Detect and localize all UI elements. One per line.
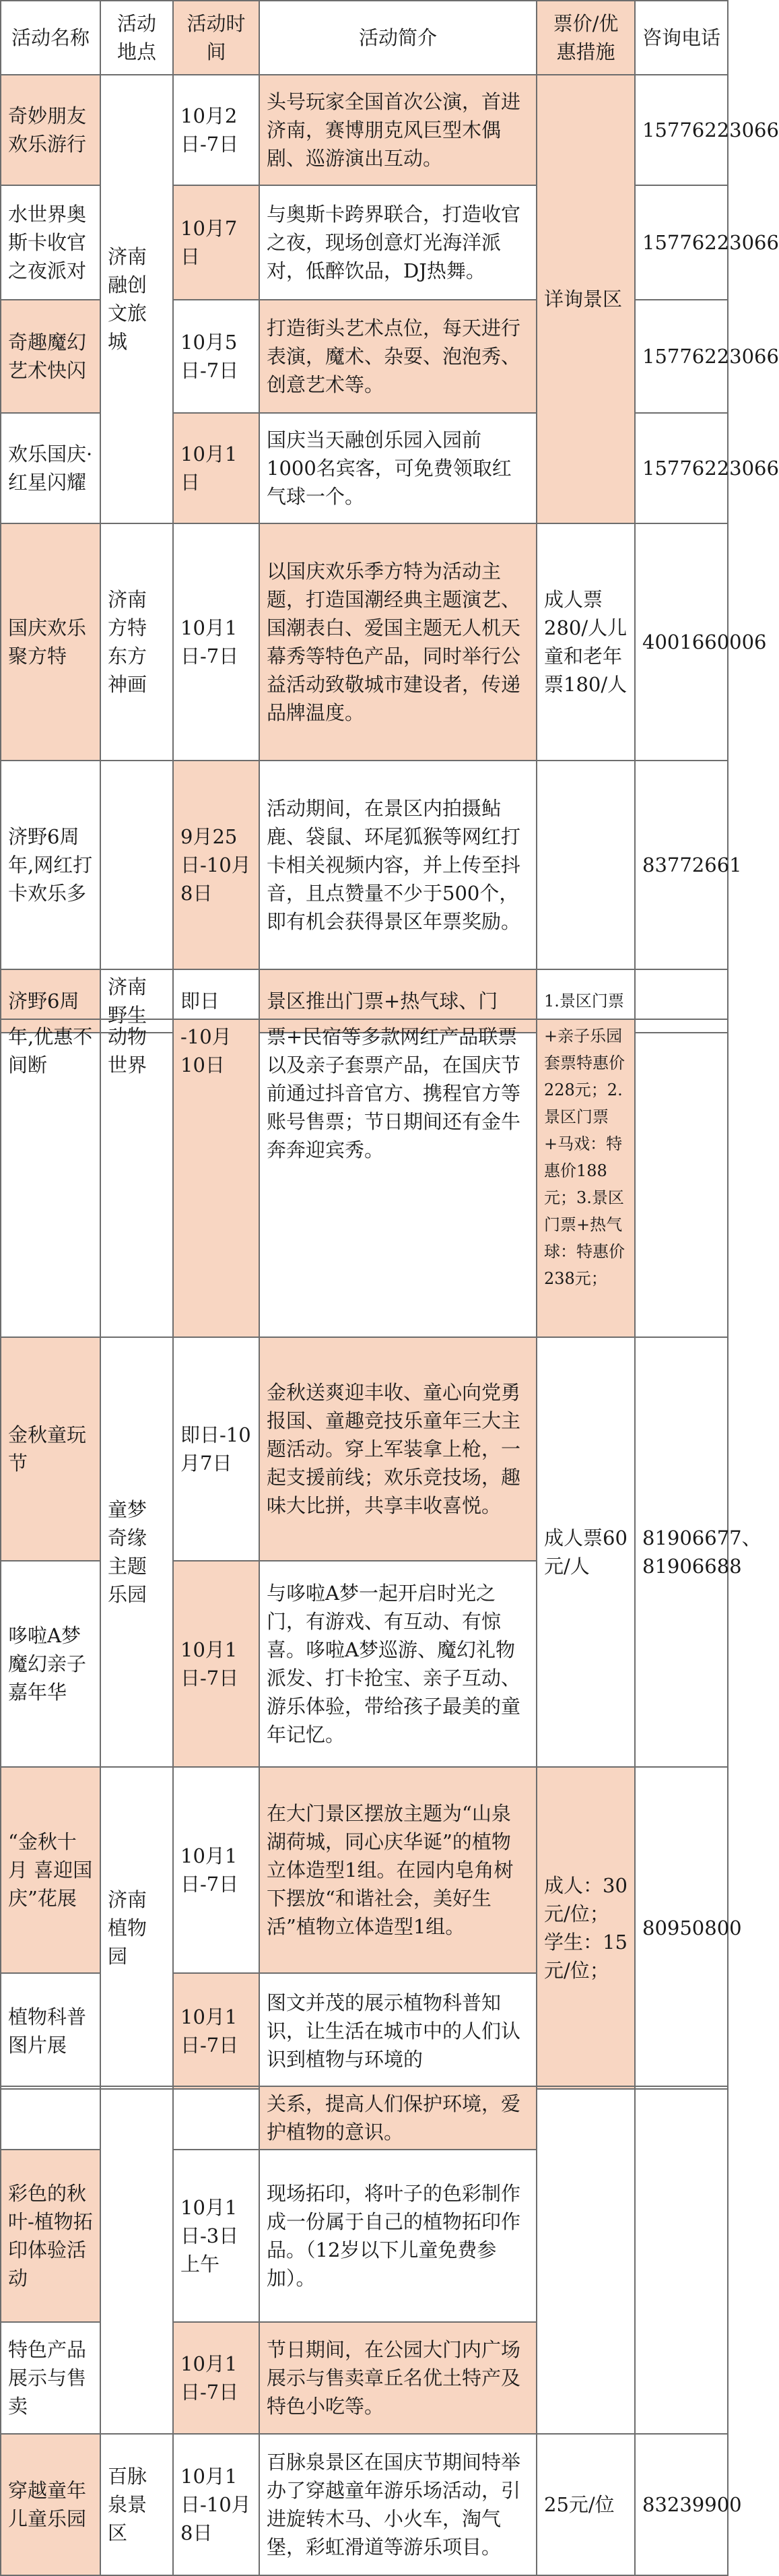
activity-table-part-1	[0, 0, 779, 1033]
header-name: 活动名称	[1, 1, 100, 75]
activity-intro: 与奥斯卡跨界联合，打造收官之夜，现场创意灯光海洋派对，低醉饮品，DJ热舞。	[259, 185, 537, 300]
activity-price-empty	[537, 761, 635, 969]
activity-time: 10月1日-7日	[173, 523, 259, 761]
activity-phone: 15776223066	[635, 185, 728, 300]
activity-intro: 节日期间，在公园大门内广场展示与售卖章丘名优土特产及特色小吃等。	[259, 2322, 537, 2434]
table-row	[1, 75, 728, 185]
activity-location: 百脉泉景区	[100, 2434, 173, 2575]
activity-intro: 打造街头艺术点位，每天进行表演，魔术、杂耍、泡泡秀、创意艺术等。	[259, 300, 537, 413]
activity-name: 济野6周	[1, 969, 100, 1033]
activity-intro: 图文并茂的展示植物科普知识，让生活在城市中的人们认识到植物与环境的	[259, 1973, 537, 2089]
header-time: 活动时间	[173, 1, 259, 75]
activity-name: 欢乐国庆·红星闪耀	[1, 413, 100, 523]
activity-name-empty	[1, 2086, 100, 2150]
activity-time: 10月1日-7日	[173, 1973, 259, 2089]
activity-table-part-2	[0, 1019, 761, 2090]
activity-price: 成人票60元/人	[537, 1337, 635, 1767]
activity-time: 10月1日-7日	[173, 2322, 259, 2434]
activity-time: 即日	[173, 969, 259, 1033]
activity-name: 彩色的秋叶-植物拓印体验活动	[1, 2150, 100, 2322]
activity-time: 10月1日	[173, 413, 259, 523]
activity-intro: 现场拓印，将叶子的色彩制作成一份属于自己的植物拓印作品。（12岁以下儿童免费参加）。	[259, 2150, 537, 2322]
activity-intro: 以国庆欢乐季方特为活动主题，打造国潮经典主题演艺、国潮表白、爱国主题无人机天幕秀等特色产品，同时举行公益活动致敬城市建设者，传递品牌温度。	[259, 523, 537, 761]
table-row	[1, 2086, 728, 2150]
activity-name: “金秋十月 喜迎国庆”花展	[1, 1767, 100, 1973]
activity-phone: 83239900	[635, 2434, 728, 2575]
activity-phone: 83772661	[635, 761, 728, 969]
activity-location-empty	[100, 761, 173, 969]
activity-table-part-3	[0, 2086, 742, 2576]
activity-time: 10月5日-7日	[173, 300, 259, 413]
activity-price: 25元/位	[537, 2434, 635, 2575]
activity-intro: 金秋送爽迎丰收、童心向党勇报国、童趣竞技乐童年三大主题活动。穿上军装拿上枪，一起支援前线；欢乐竞技场，趣味大比拼，共享丰收喜悦。	[259, 1337, 537, 1561]
activity-name: 植物科普图片展	[1, 1973, 100, 2089]
activity-name: 哆啦A梦魔幻亲子嘉年华	[1, 1561, 100, 1767]
table-row	[1, 1767, 728, 1973]
activity-time: -10月10日	[173, 1019, 259, 1337]
activity-phone: 15776223066	[635, 75, 728, 185]
activity-phone: 4001660006	[635, 523, 728, 761]
activity-name: 穿越童年儿童乐园	[1, 2434, 100, 2575]
activity-phone: 15776223066	[635, 300, 728, 413]
activity-intro: 国庆当天融创乐园入园前1000名宾客，可免费领取红气球一个。	[259, 413, 537, 523]
activity-intro: 关系，提高人们保护环境，爱护植物的意识。	[259, 2086, 537, 2150]
activity-price: 成人票280/人儿童和老年票180/人	[537, 523, 635, 761]
activity-name: 奇妙朋友欢乐游行	[1, 75, 100, 185]
activity-name: 奇趣魔幻艺术快闪	[1, 300, 100, 413]
activity-location: 济南融创文旅城	[100, 75, 173, 523]
activity-location: 动物世界	[100, 1019, 173, 1337]
activity-time: 即日-10月7日	[173, 1337, 259, 1561]
table-row	[1, 1019, 728, 1337]
activity-name: 济野6周年,网红打卡欢乐多	[1, 761, 100, 969]
activity-time: 10月1日-10月8日	[173, 2434, 259, 2575]
activity-price: 成人：30元/位；学生：15元/位；	[537, 1767, 635, 2089]
activity-location: 童梦奇缘主题乐园	[100, 1337, 173, 1767]
activity-intro: 与哆啦A梦一起开启时光之门，有游戏、有互动、有惊喜。哆啦A梦巡游、魔幻礼物派发、打卡抢宝、亲子互动、游乐体验，带给孩子最美的童年记忆。	[259, 1561, 537, 1767]
activity-location: 济南植物园	[100, 1767, 173, 2089]
activity-time: 10月1日-7日	[173, 1561, 259, 1767]
activity-phone: 81906677、81906688	[635, 1337, 728, 1767]
activity-intro: 景区推出门票+热气球、门	[259, 969, 537, 1033]
table-row	[1, 523, 728, 761]
table-row	[1, 1337, 728, 1561]
activity-intro: 百脉泉景区在国庆节期间特举办了穿越童年游乐场活动，引进旋转木马、小火车，淘气堡，彩虹滑道等游乐项目。	[259, 2434, 537, 2575]
activity-phone: 15776223066	[635, 413, 728, 523]
activity-location-empty	[100, 2086, 173, 2434]
activity-time: 10月2日-7日	[173, 75, 259, 185]
table-header-row	[1, 1, 728, 75]
activity-intro: 活动期间，在景区内拍摄鲇鹿、袋鼠、环尾狐猴等网红打卡相关视频内容，并上传至抖音，且点赞量不少于500个，即有机会获得景区年票奖励。	[259, 761, 537, 969]
activity-name: 年,优惠不间断	[1, 1019, 100, 1337]
activity-price-empty	[537, 2086, 635, 2434]
activity-time: 9月25日-10月8日	[173, 761, 259, 969]
activity-price: 详询景区	[537, 75, 635, 523]
activity-phone-empty	[635, 2086, 728, 2434]
activity-intro: 头号玩家全国首次公演，首进济南，赛博朋克风巨型木偶剧、巡游演出互动。	[259, 75, 537, 185]
header-location: 活动地点	[100, 1, 173, 75]
header-intro: 活动简介	[259, 1, 537, 75]
header-phone: 咨询电话	[635, 1, 728, 75]
activity-location: 济南野生	[100, 969, 173, 1033]
activity-name: 国庆欢乐聚方特	[1, 523, 100, 761]
activity-price: +亲子乐园套票特惠价228元；2.景区门票+马戏：特惠价188元；3.景区门票+热气球：特惠价238元；	[537, 1019, 635, 1337]
activity-location: 济南方特东方神画	[100, 523, 173, 761]
activity-time-empty	[173, 2086, 259, 2150]
activity-intro: 在大门景区摆放主题为“山泉湖荷城，同心庆华诞”的植物立体造型1组。在园内皂角树下摆放“和谐社会，美好生活”植物立体造型1组。	[259, 1767, 537, 1973]
activity-time: 10月7日	[173, 185, 259, 300]
activity-price: 1.景区门票	[537, 969, 635, 1033]
activity-name: 金秋童玩节	[1, 1337, 100, 1561]
table-row	[1, 761, 728, 969]
activity-name: 水世界奥斯卡收官之夜派对	[1, 185, 100, 300]
activity-phone-empty	[635, 1019, 728, 1337]
activity-phone: 80950800	[635, 1767, 728, 2089]
activity-time: 10月1日-3日上午	[173, 2150, 259, 2322]
activity-intro: 票+民宿等多款网红产品联票以及亲子套票产品，在国庆节前通过抖音官方、携程官方等账号售票；节日期间还有金牛奔奔迎宾秀。	[259, 1019, 537, 1337]
activity-name: 特色产品展示与售卖	[1, 2322, 100, 2434]
header-price: 票价/优惠措施	[537, 1, 635, 75]
table-row	[1, 2434, 728, 2575]
activity-time: 10月1日-7日	[173, 1767, 259, 1973]
